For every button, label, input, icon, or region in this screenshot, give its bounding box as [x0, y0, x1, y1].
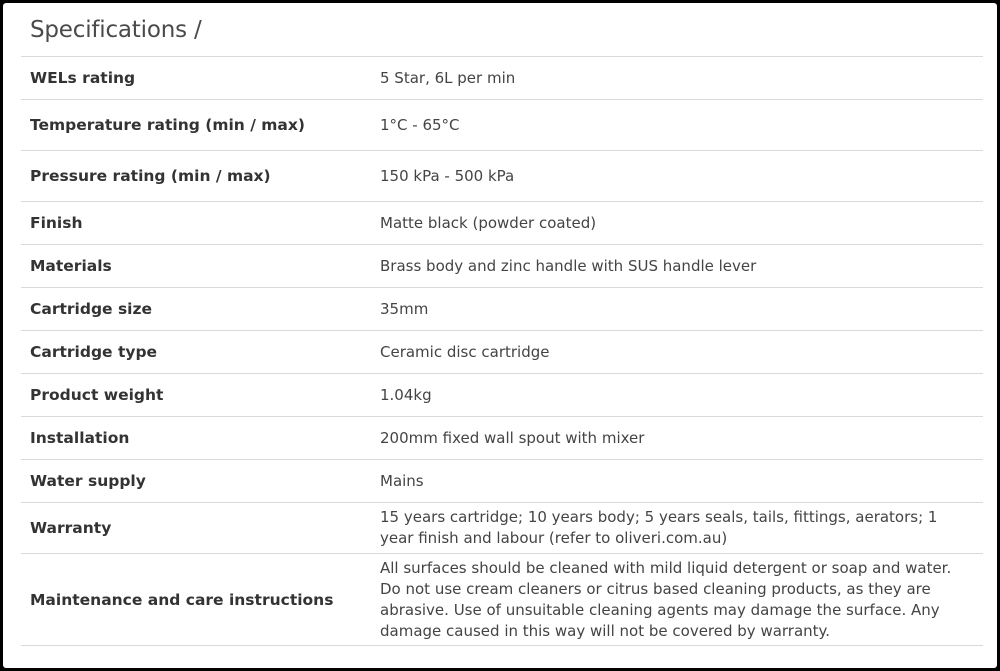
spec-value-pressure-rating: 150 kPa - 500 kPa — [380, 151, 983, 202]
specifications-panel — [3, 3, 997, 668]
table-row — [21, 554, 983, 646]
spec-value-cartridge-type: Ceramic disc cartridge — [380, 331, 983, 374]
spec-label-cartridge-type: Cartridge type — [21, 331, 380, 374]
spec-label-finish: Finish — [21, 202, 380, 245]
spec-label-product-weight: Product weight — [21, 374, 380, 417]
spec-label-materials: Materials — [21, 245, 380, 288]
table-row — [21, 374, 983, 417]
spec-label-warranty: Warranty — [21, 503, 380, 554]
section-title: Specifications / — [30, 17, 202, 43]
spec-value-installation: 200mm fixed wall spout with mixer — [380, 417, 983, 460]
spec-value-product-weight: 1.04kg — [380, 374, 983, 417]
spec-value-water-supply: Mains — [380, 460, 983, 503]
table-row — [21, 57, 983, 100]
spec-value-maintenance-care: All surfaces should be cleaned with mild liquid detergent or soap and water. Do not use cream cleaners or citrus based cleaning products, as they are abrasive. Use of unsuitable cleaning agents may damage the surface. Any damage caused in this way will not be covered by warranty. — [380, 554, 983, 646]
spec-label-water-supply: Water supply — [21, 460, 380, 503]
table-row — [21, 417, 983, 460]
table-row — [21, 151, 983, 202]
spec-label-installation: Installation — [21, 417, 380, 460]
spec-label-wels-rating: WELs rating — [21, 57, 380, 100]
table-row — [21, 202, 983, 245]
table-row — [21, 288, 983, 331]
table-row — [21, 331, 983, 374]
spec-value-materials: Brass body and zinc handle with SUS handle lever — [380, 245, 983, 288]
table-row — [21, 100, 983, 151]
spec-value-wels-rating: 5 Star, 6L per min — [380, 57, 983, 100]
spec-value-finish: Matte black (powder coated) — [380, 202, 983, 245]
table-row — [21, 245, 983, 288]
spec-label-cartridge-size: Cartridge size — [21, 288, 380, 331]
spec-value-cartridge-size: 35mm — [380, 288, 983, 331]
spec-label-maintenance-care: Maintenance and care instructions — [21, 554, 380, 646]
spec-value-temperature-rating: 1°C - 65°C — [380, 100, 983, 151]
table-row — [21, 503, 983, 554]
spec-label-temperature-rating: Temperature rating (min / max) — [21, 100, 380, 151]
spec-value-warranty: 15 years cartridge; 10 years body; 5 years seals, tails, fittings, aerators; 1 year finish and labour (refer to oliveri.com.au) — [380, 503, 983, 554]
specifications-table — [21, 56, 983, 646]
table-row — [21, 460, 983, 503]
spec-label-pressure-rating: Pressure rating (min / max) — [21, 151, 380, 202]
